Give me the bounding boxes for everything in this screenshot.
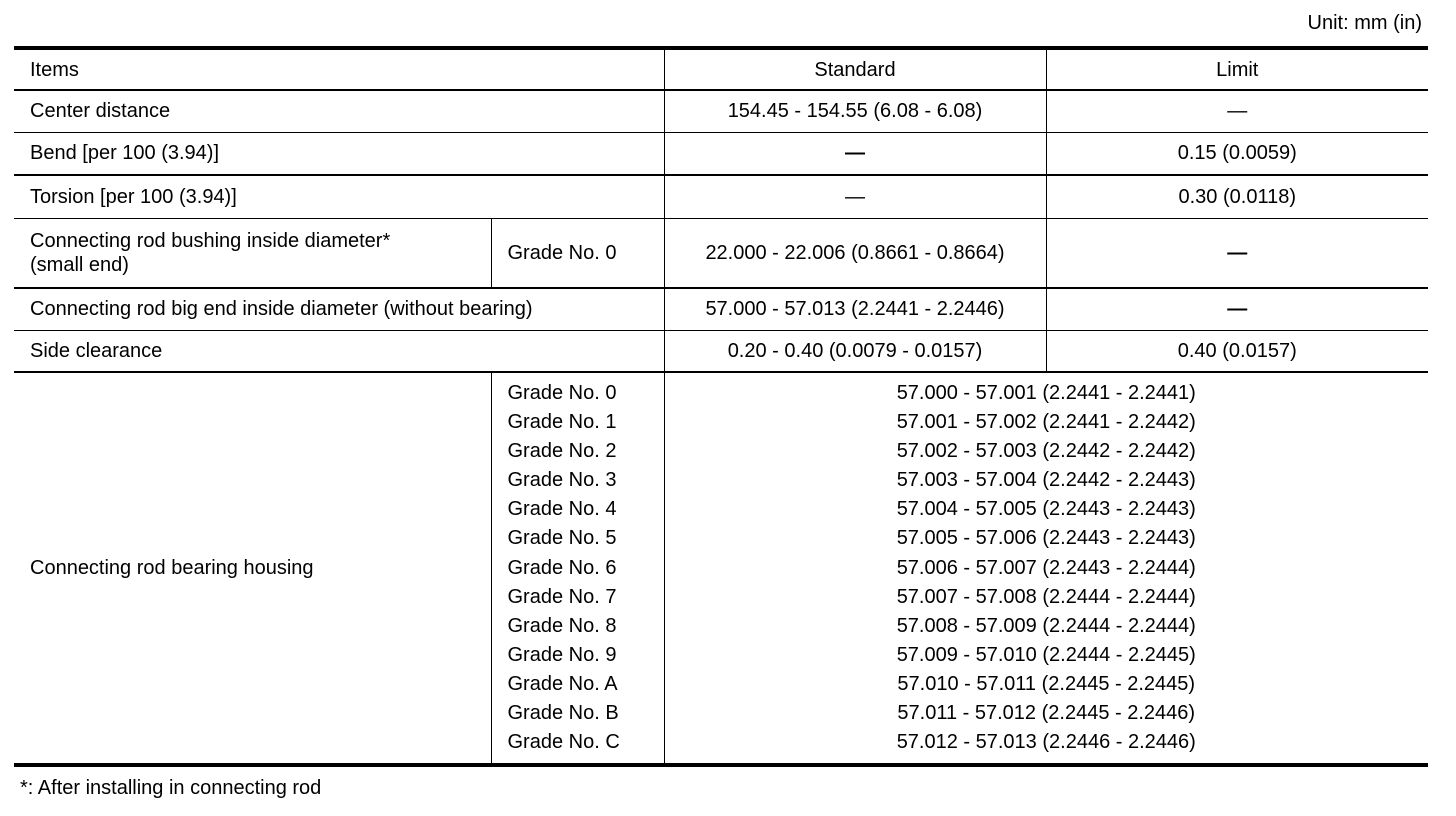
limit-value: 0.15 (0.0059): [1046, 132, 1428, 175]
grade-label: Grade No. 4: [507, 498, 617, 521]
spec-table: [14, 46, 1428, 767]
grade-label: Grade No. 0: [491, 218, 664, 288]
header-items: Items: [14, 48, 664, 90]
standard-value: —: [664, 175, 1046, 218]
grade-value: 57.008 - 57.009 (2.2444 - 2.2444): [896, 614, 1196, 637]
grade-list: [491, 372, 664, 765]
table-row: [14, 330, 1428, 372]
header-standard: Standard: [664, 48, 1046, 90]
grade-value: 57.006 - 57.007 (2.2443 - 2.2444): [896, 556, 1196, 579]
item-label: Center distance: [14, 90, 664, 132]
item-label-line1: Connecting rod bushing inside diameter*: [30, 229, 391, 252]
grade-value: 57.011 - 57.012 (2.2445 - 2.2446): [897, 702, 1196, 725]
standard-value: 22.000 - 22.006 (0.8661 - 0.8664): [664, 218, 1046, 288]
item-label: Connecting rod bearing housing: [14, 372, 491, 765]
grade-value: 57.007 - 57.008 (2.2444 - 2.2444): [896, 585, 1196, 608]
grade-value: 57.005 - 57.006 (2.2443 - 2.2443): [896, 527, 1196, 550]
grade-label: Grade No. 8: [507, 614, 617, 637]
grade-label: Grade No. 7: [507, 585, 617, 608]
standard-value: 57.000 - 57.013 (2.2441 - 2.2446): [664, 288, 1046, 330]
item-label: Bend [per 100 (3.94)]: [14, 132, 664, 175]
table-row: [14, 218, 1428, 288]
grade-label: Grade No. 6: [507, 556, 617, 579]
table-row: [14, 288, 1428, 330]
limit-value: —: [1046, 218, 1428, 288]
standard-value: 154.45 - 154.55 (6.08 - 6.08): [664, 90, 1046, 132]
limit-value: —: [1046, 90, 1428, 132]
item-label-line2: (small end): [30, 253, 129, 276]
item-label: Connecting rod big end inside diameter (without bearing): [14, 288, 664, 330]
header-row: [14, 48, 1428, 90]
grade-label: Grade No. B: [507, 702, 619, 725]
grade-value: 57.002 - 57.003 (2.2442 - 2.2442): [896, 440, 1196, 463]
grade-value-list: [664, 372, 1428, 765]
limit-value: 0.40 (0.0157): [1046, 330, 1428, 372]
grade-label: Grade No. A: [507, 672, 618, 695]
grade-value: 57.012 - 57.013 (2.2446 - 2.2446): [896, 731, 1196, 754]
grade-value: 57.010 - 57.011 (2.2445 - 2.2445): [897, 672, 1196, 695]
standard-value: 0.20 - 0.40 (0.0079 - 0.0157): [664, 330, 1046, 372]
grade-label: Grade No. 9: [507, 643, 617, 666]
limit-value: 0.30 (0.0118): [1046, 175, 1428, 218]
header-limit: Limit: [1046, 48, 1428, 90]
grade-value: 57.003 - 57.004 (2.2442 - 2.2443): [896, 469, 1196, 492]
grade-label: Grade No. 3: [507, 469, 617, 492]
grade-value: 57.001 - 57.002 (2.2441 - 2.2442): [896, 411, 1196, 434]
grade-label: Grade No. 1: [507, 411, 617, 434]
grade-value: 57.000 - 57.001 (2.2441 - 2.2441): [896, 382, 1196, 404]
footnote: *: After installing in connecting rod: [20, 777, 322, 799]
limit-value: —: [1046, 288, 1428, 330]
item-label: [14, 218, 491, 288]
grade-value: 57.004 - 57.005 (2.2443 - 2.2443): [896, 498, 1196, 521]
item-label: Side clearance: [14, 330, 664, 372]
standard-value: —: [664, 132, 1046, 175]
grade-label: Grade No. C: [507, 731, 620, 754]
grade-label: Grade No. 0: [507, 382, 617, 404]
grade-value: 57.009 - 57.010 (2.2444 - 2.2445): [896, 643, 1196, 666]
grade-label: Grade No. 5: [507, 527, 617, 550]
table-row: [14, 90, 1428, 132]
unit-label: Unit: mm (in): [1307, 12, 1422, 34]
grade-label: Grade No. 2: [507, 440, 617, 463]
item-label: Torsion [per 100 (3.94)]: [14, 175, 664, 218]
table-row-bearing-housing: [14, 372, 1428, 765]
table-row: [14, 132, 1428, 175]
table-row: [14, 175, 1428, 218]
